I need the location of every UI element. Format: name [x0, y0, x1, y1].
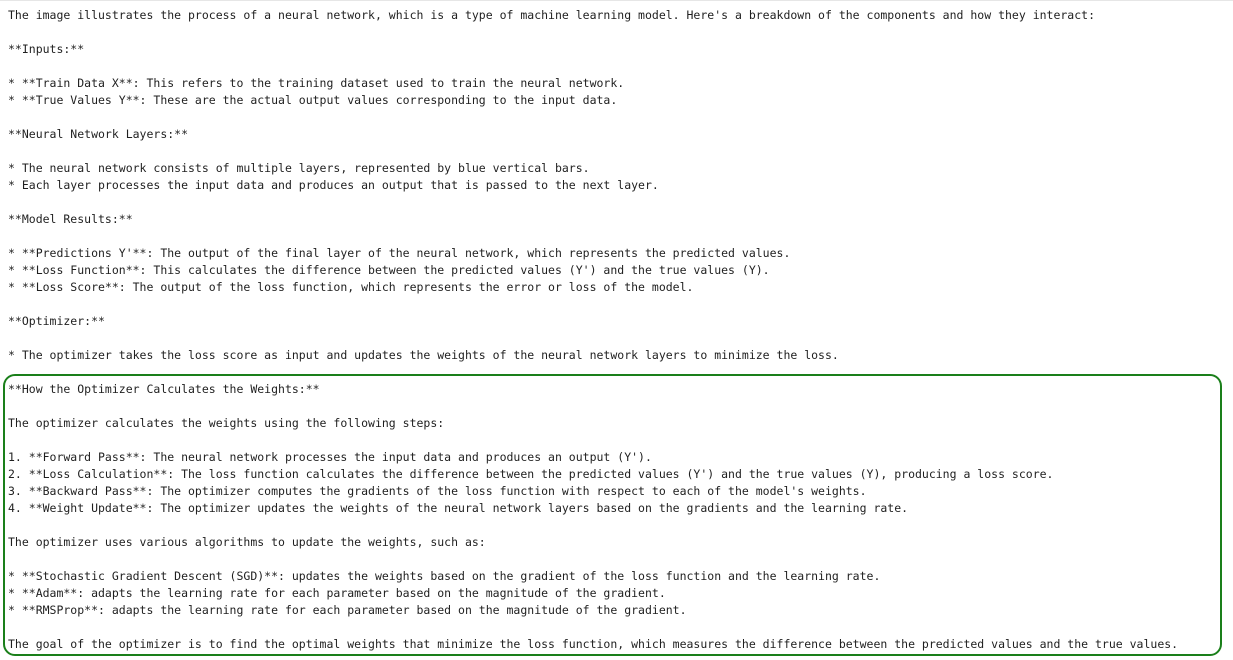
intro-paragraph: The image illustrates the process of a neural network, which is a type of machine learning model. Here's a breakdown of the components and how they interact: [8, 8, 1096, 22]
step-item: 4. **Weight Update**: The optimizer updates the weights of the neural network layers based on the gradients and the learning rate. [8, 501, 909, 515]
heading-how-optimizer-calculates-weights: **How the Optimizer Calculates the Weights:** [8, 382, 320, 396]
list-item: * Each layer processes the input data and produces an output that is passed to the next layer. [8, 178, 659, 192]
heading-neural-network-layers: **Neural Network Layers:** [8, 127, 189, 141]
list-item: * **Adam**: adapts the learning rate for each parameter based on the magnitude of the gradient. [8, 586, 666, 600]
step-item: 1. **Forward Pass**: The neural network processes the input data and produces an output (Y'). [8, 450, 652, 464]
list-item: * **RMSProp**: adapts the learning rate for each parameter based on the magnitude of the gradient. [8, 603, 687, 617]
list-item: * The optimizer takes the loss score as input and updates the weights of the neural network layers to minimize the loss. [8, 348, 839, 362]
step-item: 3. **Backward Pass**: The optimizer computes the gradients of the loss function with respect to each of the model's weights. [8, 484, 867, 498]
list-item: * **Loss Score**: The output of the loss function, which represents the error or loss of the model. [8, 280, 694, 294]
algorithms-intro: The optimizer uses various algorithms to update the weights, such as: [8, 535, 486, 549]
steps-intro: The optimizer calculates the weights using the following steps: [8, 416, 445, 430]
top-divider [0, 0, 1233, 1]
heading-optimizer: **Optimizer:** [8, 314, 105, 328]
list-item: * **True Values Y**: These are the actual output values corresponding to the input data. [8, 93, 618, 107]
list-item: * **Stochastic Gradient Descent (SGD)**: updates the weights based on the gradient of the loss function and the learning rate. [8, 569, 881, 583]
list-item: * **Predictions Y'**: The output of the final layer of the neural network, which represents the predicted values. [8, 246, 791, 260]
list-item: * The neural network consists of multiple layers, represented by blue vertical bars. [8, 161, 590, 175]
list-item: * **Train Data X**: This refers to the training dataset used to train the neural network. [8, 76, 625, 90]
heading-inputs: **Inputs:** [8, 42, 85, 56]
heading-model-results: **Model Results:** [8, 212, 133, 226]
conclusion-paragraph: The goal of the optimizer is to find the optimal weights that minimize the loss function, which measures the difference between the predicted values and the true values. [8, 637, 1179, 651]
list-item: * **Loss Function**: This calculates the difference between the predicted values (Y') and the true values (Y). [8, 263, 770, 277]
step-item: 2. **Loss Calculation**: The loss function calculates the difference between the predicted values (Y') and the true values (Y), producing a loss score. [8, 467, 1054, 481]
